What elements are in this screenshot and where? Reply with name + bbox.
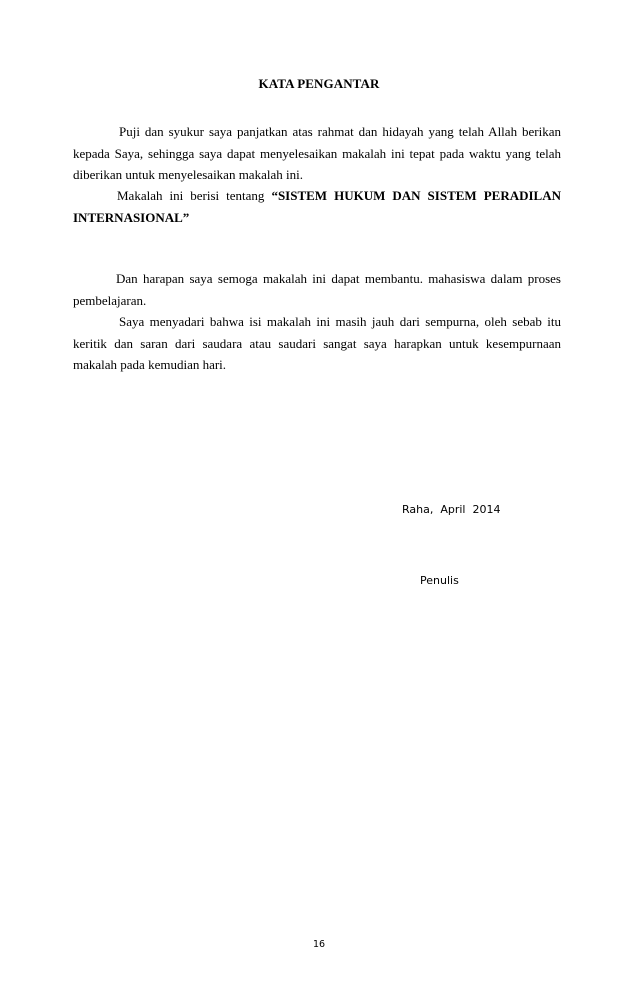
page-title: KATA PENGANTAR	[258, 76, 380, 91]
page-number: 16	[312, 939, 326, 950]
paragraph-topic-intro: Makalah ini berisi tentang	[117, 188, 272, 203]
paragraph-topic-title: “SISTEM HUKUM DAN SISTEM PERADILAN INTERNASIONAL”	[73, 188, 561, 225]
paragraph-gratitude: Puji dan syukur saya panjatkan atas rahmat dan hidayah yang telah Allah berikan kepada Saya, sehingga saya dapat menyelesaikan makalah ini tepat pada waktu yang telah diberikan untuk menyelesaikan makalah ini.	[73, 124, 561, 182]
paragraph-hope: Dan harapan saya semoga makalah ini dapat membantu. mahasiswa dalam proses pembelajaran.	[73, 271, 561, 308]
place-date: Raha, April 2014	[402, 503, 501, 516]
paragraph-topic	[73, 185, 561, 228]
author-name: Penulis	[420, 574, 459, 587]
paragraph-feedback: Saya menyadari bahwa isi makalah ini masih jauh dari sempurna, oleh sebab itu keritik dan saran dari saudara atau saudari sangat saya harapkan untuk kesempurnaan makalah pada kemudian hari.	[73, 314, 561, 372]
